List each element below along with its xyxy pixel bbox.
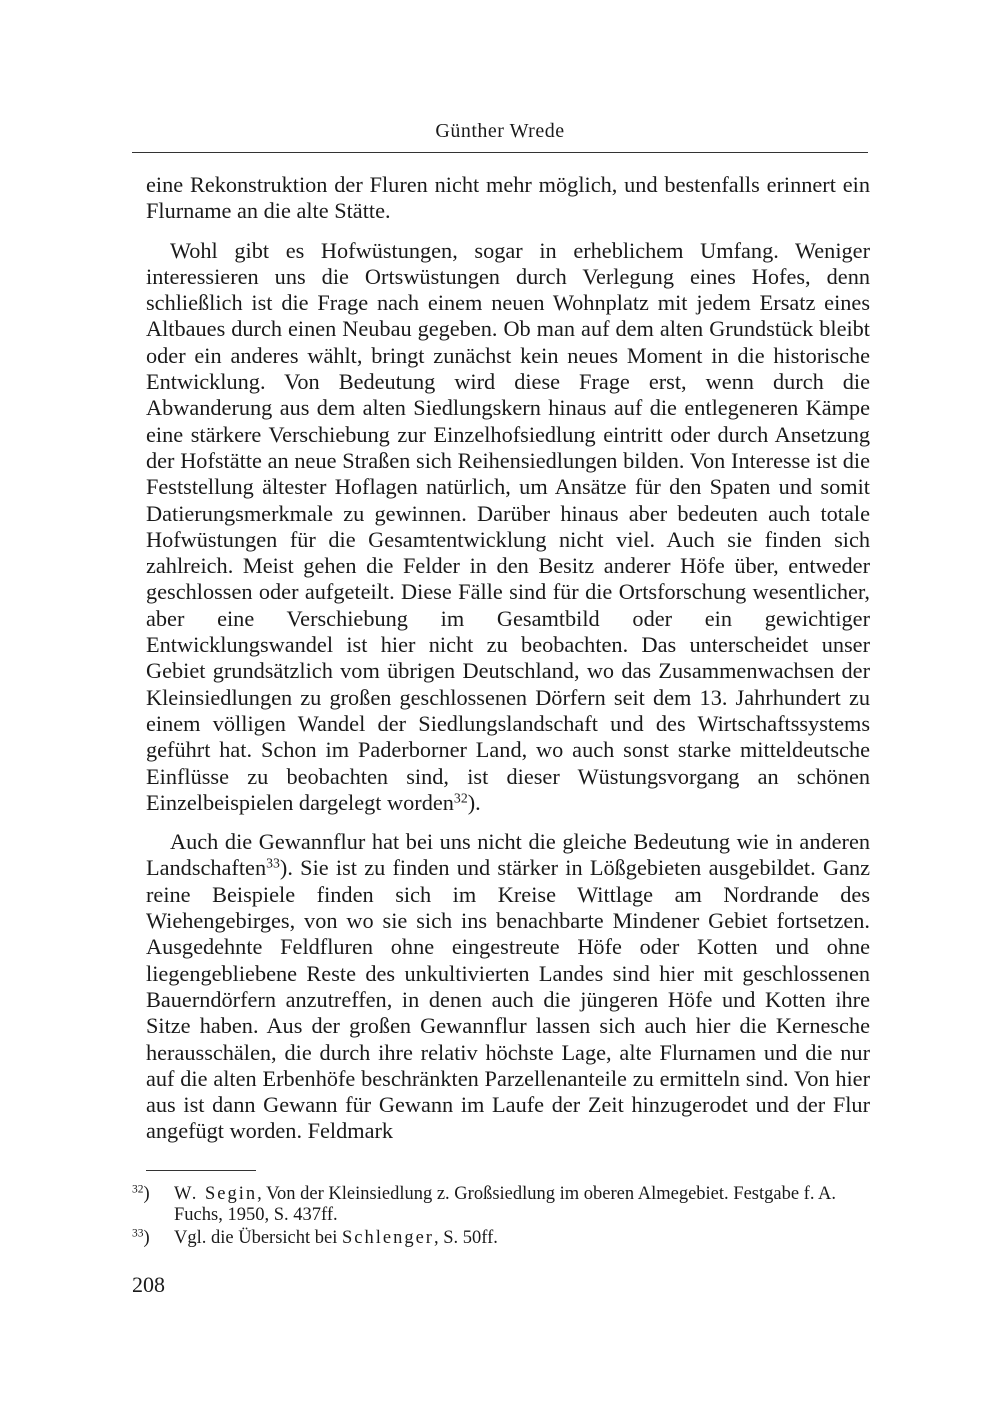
footnote-text: Vgl. die Übersicht bei Schlenger, S. 50ff. xyxy=(174,1228,498,1248)
footnote-author: Schlenger xyxy=(342,1228,434,1248)
page-number: 208 xyxy=(132,1272,165,1297)
footnote-mark: $^{32}$) xyxy=(132,1183,150,1204)
footnotes xyxy=(132,1184,872,1251)
paragraph-2-text: Wohl gibt es Hofwüstungen, sogar in erheblichem Umfang. Weniger interessieren uns die Ortswüstungen durch Verlegung eines Hofes, denn schließlich ist die Frage nach einem neuen Wohnplatz mit jedem Ersatz eines Altbaues durch einen Neubau gegeben. Ob man auf dem alten Grundstück bleibt oder ein anderes wählt, bringt zunächst kein neues Moment in die historische Entwicklung. Von Bedeutung wird diese Frage erst, wenn durch die Abwanderung aus dem alten Siedlungskern hinaus auf die entlegeneren Kämpe eine stärkere Verschiebung zur Einzelhofsiedlung eintritt oder durch Ansetzung der Hofstätte an neue Straßen sich Reihensiedlungen bilden. Von Interesse ist die Feststellung ältester Hoflagen natürlich, um Ansätze für den Spaten und somit Datierungsmerkmale zu gewinnen. Darüber hinaus aber bedeuten auch totale Hofwüstungen für die Gesamtentwicklung nicht viel. Auch sie finden sich zahlreich. Meist gehen die Felder in den Besitz anderer Höfe über, entweder geschlossen oder aufgeteilt. Diese Fälle sind für die Ortsforschung wesentlicher, aber eine Verschiebung im Gesamtbild oder ein gewichtiger Entwicklungswandel ist hier nicht zu beobachten. Das unterscheidet unser Gebiet grundsätzlich vom übrigen Deutschland, wo das Zusammenwachsen der Kleinsiedlungen zu großen geschlossenen Dörfern seit dem 13. Jahrhundert zu einem völligen Wandel der Siedlungslandschaft und des Wirtschaftssystems geführt hat. Schon im Paderborner Land, wo auch sonst starke mitteldeutsche Einflüsse zu beobachten sind, ist dieser Wüstungsvorgang an schönen Einzelbeispielen dargelegt worden xyxy=(146,237,870,815)
footnote-ref-33[interactable]: 33 xyxy=(266,855,280,871)
paragraph-2 xyxy=(146,238,870,817)
footnote-author: W. Segin xyxy=(174,1184,258,1204)
paragraph-1 xyxy=(146,172,870,225)
paragraph-3 xyxy=(146,829,870,1145)
footnote-ref-32[interactable]: 32 xyxy=(453,790,468,806)
paragraph-1-text: eine Rekonstruktion der Fluren nicht mehr möglich, und bestenfalls erinnert ein Flurname an die alte Stätte. xyxy=(146,172,870,224)
footnote-33 xyxy=(132,1228,872,1249)
header-rule xyxy=(132,152,868,153)
running-head: Günther Wrede xyxy=(435,120,565,142)
footnote-text: W. Segin, Von der Kleinsiedlung z. Großsiedlung im oberen Almegebiet. Festgabe f. A. Fuchs, 1950, S. 437ff. xyxy=(174,1184,837,1225)
footnote-32 xyxy=(132,1184,872,1226)
body-text xyxy=(146,172,870,1145)
paragraph-2-end: ). xyxy=(467,789,481,815)
paragraph-3-text-a: Auch die Gewannflur hat bei uns nicht die gleiche Bedeutung wie in anderen Landschaften xyxy=(146,829,870,881)
paragraph-3-text-b: ). Sie ist zu finden und stärker in Lößgebieten ausgebildet. Ganz reine Beispiele finden sich im Kreise Wittlage am Nordrande des Wiehengebirges, von wo sie sich ins benachbarte Mindener Gebiet fortsetzen. Ausgedehnte Feldfluren ohne eingestreute Höfe oder Kotten und ohne liegengebliebene Reste des unkultivierten Landes sind hier mit geschlossenen Bauerndörfern anzutreffen, in denen auch die jüngeren Höfe und Kotten ihre Sitze haben. Aus der großen Gewannflur lassen sich auch hier die Kernesche herausschälen, die durch ihre relativ höchste Lage, alte Flurnamen und die nur auf die alten Erbenhöfe beschränkten Parzellenanteile zu ermitteln sind. Von hier aus ist dann Gewann für Gewann im Laufe der Zeit hinzugerodet und der Flur angefügt worden. Feldmark xyxy=(146,855,870,1144)
footnote-mark: $^{33}$) xyxy=(132,1227,150,1248)
footnote-rule xyxy=(146,1170,256,1171)
